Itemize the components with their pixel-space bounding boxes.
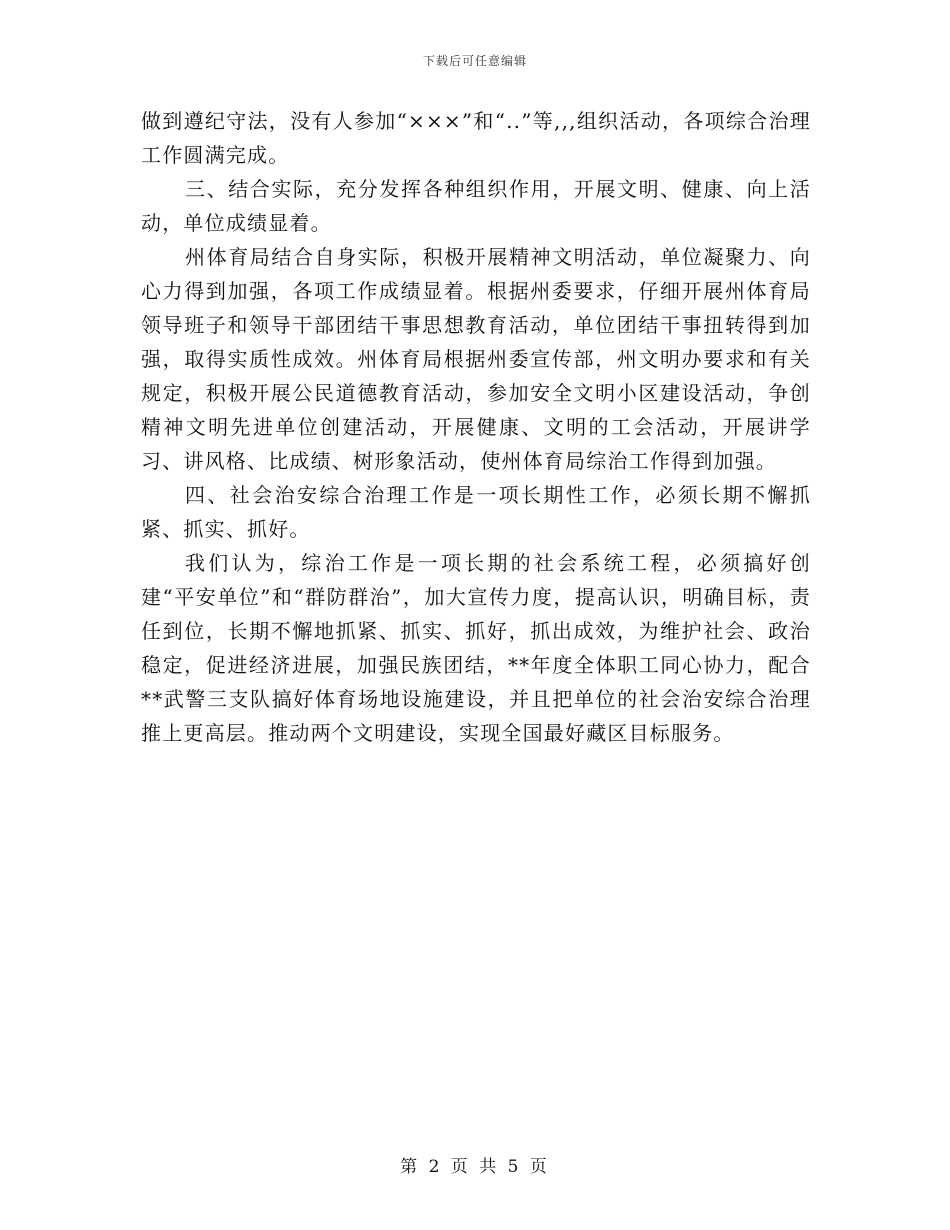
section-heading-3: 三、结合实际，充分发挥各种组织作用，开展文明、健康、向上活动，单位成绩显着。 — [141, 177, 811, 235]
paragraph-continuation: 做到遵纪守法，没有人参加“×××”和“..”等,,,组织活动，各项综合治理工作圆满完成。 — [141, 109, 811, 167]
paragraph-body: 我们认为，综治工作是一项长期的社会系统工程，必须搞好创建“平安单位”和“群防群治”，加大宣传力度，提高认识，明确目标，责任到位，长期不懈地抓紧、抓实、抓好，抓出成效，为维护社会、政治稳定，促进经济进展，加强民族团结，**年度全体职工同心协力，配合**武警三支队搞好体育场地设施建设，并且把单位的社会治安综合治理推上更高层。推动两个文明建设，实现全国最好藏区目标服务。 — [141, 551, 811, 745]
document-body — [141, 104, 811, 750]
page-header-note: 下载后可任意编辑 — [422, 54, 527, 68]
paragraph-body: 州体育局结合自身实际，积极开展精神文明活动，单位凝聚力、向心力得到加强，各项工作成绩显着。根据州委要求，仔细开展州体育局领导班子和领导干部团结干事思想教育活动，单位团结干事扭转得到加强，取得实质性成效。州体育局根据州委宣传部，州文明办要求和有关规定，积极开展公民道德教育活动，参加安全文明小区建设活动，争创精神文明先进单位创建活动，开展健康、文明的工会活动，开展讲学习、讲风格、比成绩、树形象活动，使州体育局综治工作得到加强。 — [141, 245, 811, 473]
page-number: 第 2 页 共 5 页 — [400, 1157, 550, 1177]
section-heading-4: 四、社会治安综合治理工作是一项长期性工作，必须长期不懈抓紧、抓实、抓好。 — [141, 483, 811, 541]
